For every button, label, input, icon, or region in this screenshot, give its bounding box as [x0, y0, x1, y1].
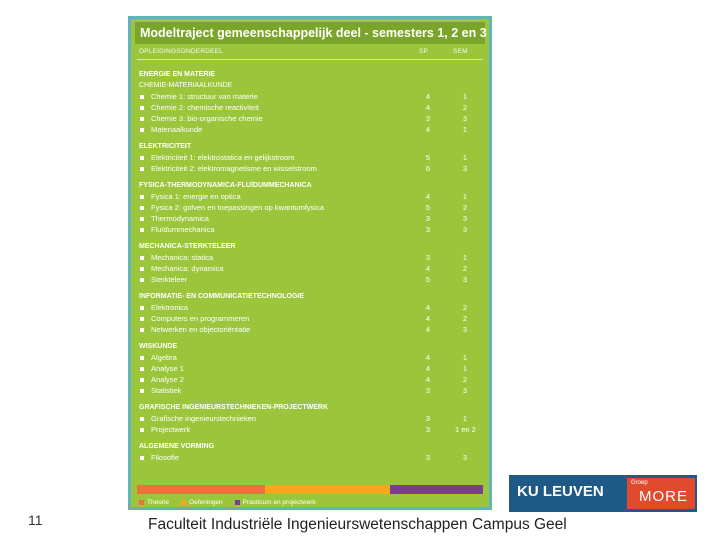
legend-swatch	[139, 500, 144, 505]
legend-item	[181, 499, 223, 506]
groep-more-badge	[627, 478, 695, 509]
course-row	[139, 374, 485, 385]
course-name: Projectwerk	[151, 425, 191, 434]
legend-label: Theorie	[147, 499, 170, 506]
course-sem: 3	[462, 275, 468, 284]
course-name: Analyse 2	[151, 375, 184, 384]
legend-item	[139, 499, 169, 506]
bullet-icon	[140, 389, 144, 393]
course-sp: 4	[425, 314, 431, 323]
ku-leuven-wordmark: KU LEUVEN	[517, 483, 604, 500]
course-sem: 2	[462, 264, 468, 273]
bullet-icon	[140, 356, 144, 360]
course-row	[139, 252, 485, 263]
course-row	[139, 302, 485, 313]
course-row	[139, 91, 485, 102]
course-row	[139, 363, 485, 374]
course-sem: 1	[462, 364, 468, 373]
section-title: ALGEMENE VORMING	[139, 443, 215, 450]
legend-swatch	[235, 500, 240, 505]
course-sem: 3	[462, 225, 468, 234]
course-sem: 2	[462, 103, 468, 112]
bullet-icon	[140, 306, 144, 310]
bullet-icon	[140, 195, 144, 199]
course-sp: 4	[425, 192, 431, 201]
course-row	[139, 213, 485, 224]
course-row	[139, 263, 485, 274]
course-sp: 4	[425, 103, 431, 112]
course-row	[139, 191, 485, 202]
bullet-icon	[140, 228, 144, 232]
course-name: Mechanica: statica	[151, 253, 214, 262]
course-sem: 2	[462, 303, 468, 312]
course-sem: 3	[462, 325, 468, 334]
course-sp: 4	[425, 125, 431, 134]
bullet-icon	[140, 417, 144, 421]
course-sem: 1	[462, 192, 468, 201]
section-title: ENERGIE EN MATERIE	[139, 71, 216, 78]
course-sem: 3	[462, 386, 468, 395]
course-sp: 3	[425, 253, 431, 262]
course-sem: 1	[462, 125, 468, 134]
course-sem: 3	[462, 214, 468, 223]
course-row	[139, 163, 485, 174]
course-row	[139, 452, 485, 463]
bullet-icon	[140, 95, 144, 99]
bullet-icon	[140, 206, 144, 210]
course-sp: 5	[425, 203, 431, 212]
bullet-icon	[140, 167, 144, 171]
course-name: Computers en programmeren	[151, 314, 250, 323]
course-sem: 1	[462, 153, 468, 162]
curriculum-panel	[128, 16, 492, 510]
course-sp: 3	[425, 453, 431, 462]
bullet-icon	[140, 267, 144, 271]
header-divider	[137, 59, 483, 60]
course-sp: 3	[425, 214, 431, 223]
section-title: WISKUNDE	[139, 343, 178, 350]
course-row	[139, 274, 485, 285]
course-sp: 4	[425, 264, 431, 273]
legend-swatch	[181, 500, 186, 505]
course-name: Analyse 1	[151, 364, 184, 373]
ku-leuven-more-logo	[507, 473, 699, 514]
section-subtitle: CHEMIE-MATERIAALKUNDE	[139, 82, 233, 89]
legend-label: Oefeningen	[189, 499, 223, 506]
legend	[139, 499, 316, 506]
bullet-icon	[140, 378, 144, 382]
course-name: Statistiek	[151, 386, 182, 395]
course-name: Chemie 3: bio-organische chemie	[151, 114, 263, 123]
course-sp: 6	[425, 164, 431, 173]
course-name: Thermodynamica	[151, 214, 209, 223]
course-row	[139, 324, 485, 335]
course-name: Grafische ingenieurstechnieken	[151, 414, 257, 423]
column-header-sp: SP	[419, 48, 429, 55]
course-row	[139, 152, 485, 163]
course-sem: 2	[462, 314, 468, 323]
course-sp: 3	[425, 114, 431, 123]
section-title: INFORMATIE- EN COMMUNICATIETECHNOLOGIE	[139, 293, 305, 300]
course-sem: 2	[462, 375, 468, 384]
legend-bar-segment	[265, 485, 390, 494]
bullet-icon	[140, 328, 144, 332]
section-title: ELEKTRICITEIT	[139, 143, 192, 150]
course-row	[139, 202, 485, 213]
course-sp: 4	[425, 325, 431, 334]
bullet-icon	[140, 128, 144, 132]
bullet-icon	[140, 456, 144, 460]
course-name: Elektriciteit 1: elektrostatica en gelijkstroom	[151, 153, 295, 162]
course-sem: 3	[462, 453, 468, 462]
course-name: Netwerken en objectoriëntatie	[151, 325, 251, 334]
legend-bar-segment	[137, 485, 265, 494]
section-title: MECHANICA-STERKTELEER	[139, 243, 236, 250]
course-sp: 3	[425, 414, 431, 423]
column-header-sem: SEM	[453, 48, 468, 55]
course-name: Fluïdummechanica	[151, 225, 215, 234]
course-sem: 3	[462, 164, 468, 173]
course-name: Filosofie	[151, 453, 179, 462]
course-row	[139, 113, 485, 124]
course-sem: 1	[462, 92, 468, 101]
course-row	[139, 413, 485, 424]
course-name: Algebra	[151, 353, 177, 362]
course-name: Elektronica	[151, 303, 189, 312]
course-sp: 4	[425, 375, 431, 384]
course-sp: 3	[425, 425, 431, 434]
course-name: Fysica 1: energie en optica	[151, 192, 241, 201]
course-sem: 1 en 2	[455, 425, 476, 434]
course-sp: 3	[425, 386, 431, 395]
legend-color-bar	[137, 485, 483, 494]
bullet-icon	[140, 156, 144, 160]
bullet-icon	[140, 256, 144, 260]
course-sem: 1	[462, 353, 468, 362]
bullet-icon	[140, 317, 144, 321]
course-row	[139, 385, 485, 396]
course-sp: 4	[425, 303, 431, 312]
bullet-icon	[140, 217, 144, 221]
course-row	[139, 424, 485, 435]
panel-title: Modeltraject gemeenschappelijk deel - semesters 1, 2 en 3	[135, 22, 485, 44]
course-name: Materiaalkunde	[151, 125, 203, 134]
groep-label: Groep	[631, 480, 648, 486]
section-title: GRAFISCHE INGENIEURSTECHNIEKEN-PROJECTWERK	[139, 404, 329, 411]
course-name: Mechanica: dynamica	[151, 264, 224, 273]
bullet-icon	[140, 428, 144, 432]
page-number: 11	[28, 512, 43, 528]
legend-label: Practicum en projectwerk	[242, 499, 316, 506]
course-row	[139, 102, 485, 113]
course-row	[139, 352, 485, 363]
column-header-course: OPLEIDINGSONDERDEEL	[139, 48, 223, 55]
bullet-icon	[140, 106, 144, 110]
course-sp: 3	[425, 225, 431, 234]
bullet-icon	[140, 278, 144, 282]
course-list	[139, 69, 485, 463]
footer-text: Faculteit Industriële Ingenieurswetenschappen Campus Geel	[148, 516, 567, 533]
course-row	[139, 124, 485, 135]
course-name: Chemie 1: structuur van materie	[151, 92, 258, 101]
bullet-icon	[140, 367, 144, 371]
legend-item	[235, 499, 316, 506]
course-sp: 4	[425, 353, 431, 362]
course-sp: 4	[425, 92, 431, 101]
course-sem: 2	[462, 203, 468, 212]
course-name: Chemie 2: chemische reactiviteit	[151, 103, 259, 112]
course-sp: 5	[425, 153, 431, 162]
course-row	[139, 224, 485, 235]
course-sp: 5	[425, 275, 431, 284]
course-sem: 1	[462, 253, 468, 262]
course-name: Elektriciteit 2: elektromagnetisme en wisselstroom	[151, 164, 317, 173]
more-wordmark: MORE	[639, 488, 688, 505]
course-sp: 4	[425, 364, 431, 373]
bullet-icon	[140, 117, 144, 121]
section-title: FYSICA-THERMODYNAMICA-FLUÏDUMMECHANICA	[139, 182, 312, 189]
course-sem: 1	[462, 414, 468, 423]
course-row	[139, 313, 485, 324]
legend-bar-segment	[390, 485, 483, 494]
course-name: Fysica 2: golven en toepassingen op kwantumfysica	[151, 203, 325, 212]
course-name: Sterkteleer	[151, 275, 188, 284]
course-sem: 3	[462, 114, 468, 123]
